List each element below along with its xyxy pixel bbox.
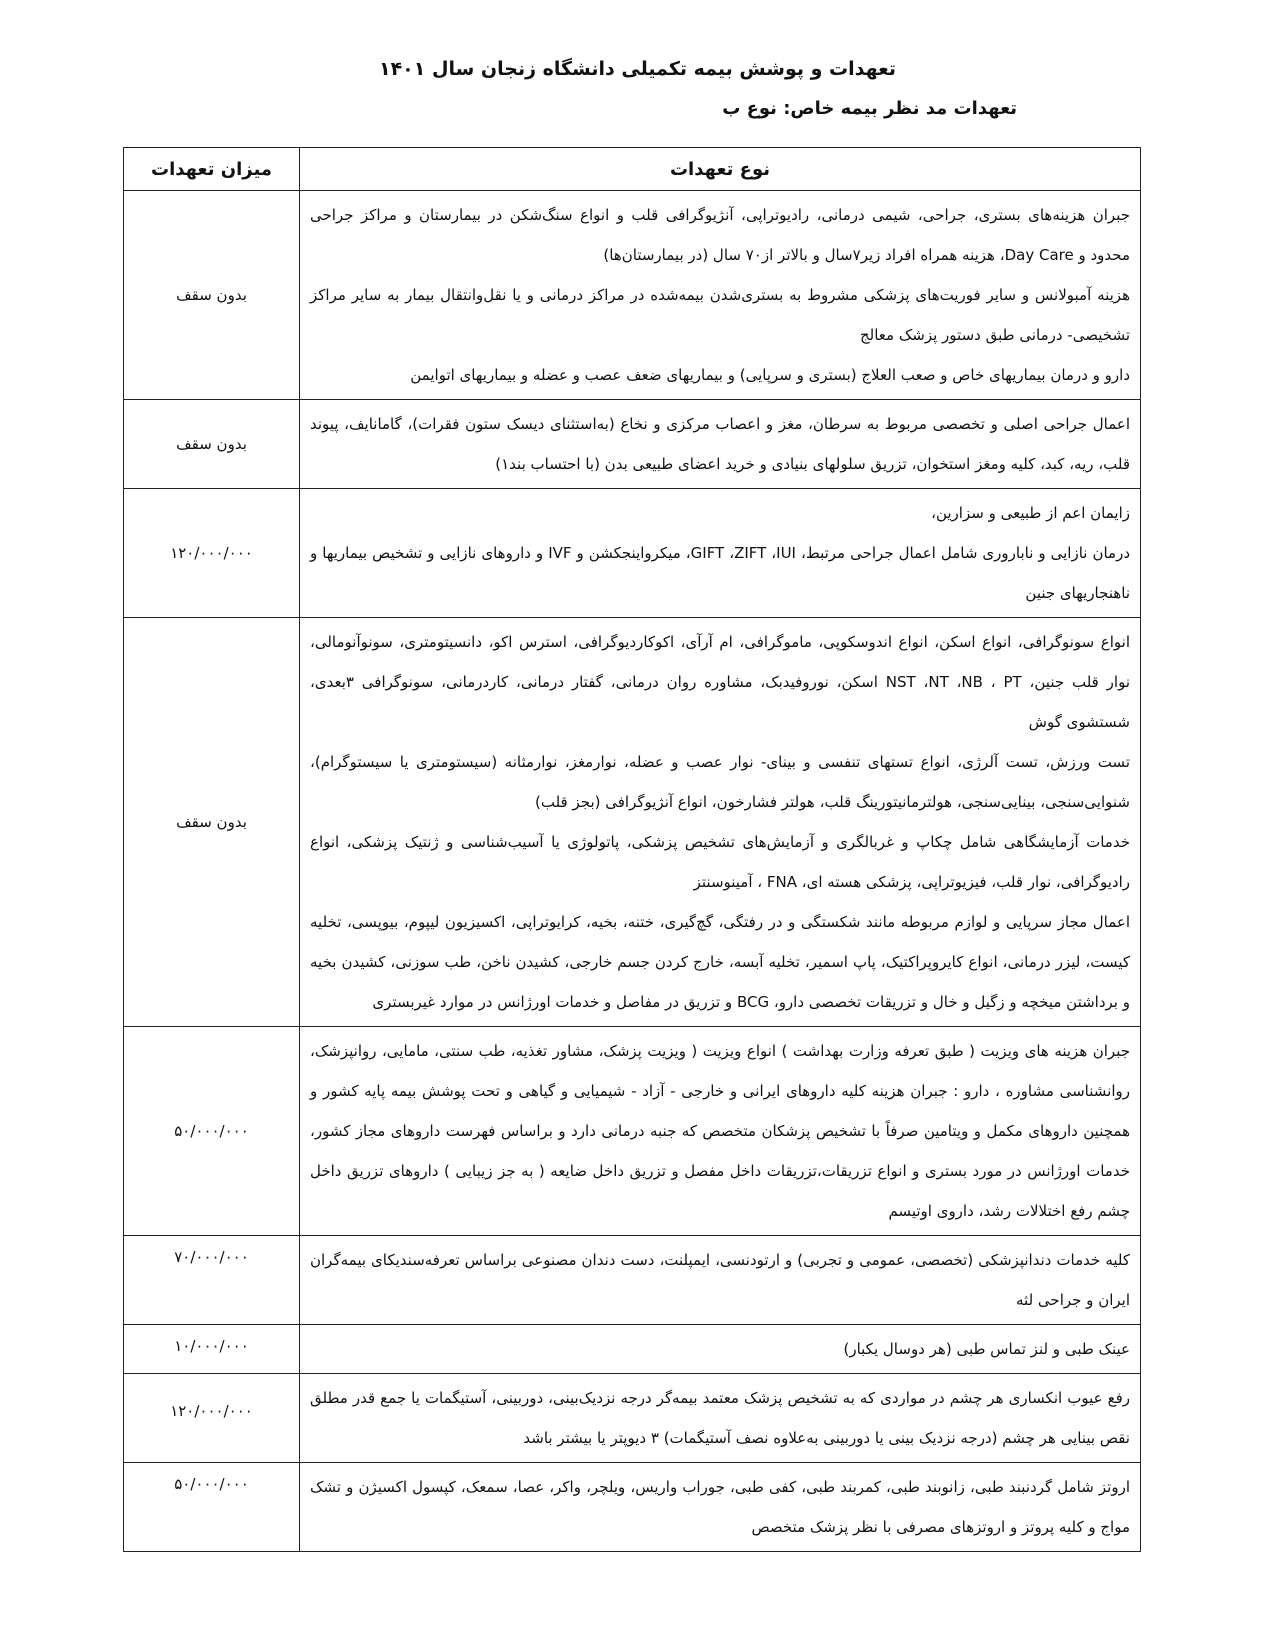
table-body [124, 191, 1141, 1552]
table-row [124, 191, 1141, 400]
coverage-paragraph: درمان نازایی و ناباروری شامل اعمال جراحی مرتبط، GIFT ،ZIFT ،IUI، میکرواینجکشن و IVF و داروهای نازایی و تشخیص بیماریها و ناهنجاریهای جنین [310, 544, 1131, 602]
coverage-paragraph: جبران هزینه های ویزیت ( طبق تعرفه وزارت بهداشت ) انواع ویزیت ( ویزیت پزشک، مشاور تغذیه، طب سنتی، مامایی، روانپزشک، روانشناسی مشاوره ، دارو : جبران هزینه کلیه داروهای ایرانی و خارجی - آزاد - شیمیایی و گیاهی و تحت پوشش بیمه پایه کشور و همچنین داروهای مکمل و ویتامین صرفاً با تشخیص پزشکان متخصص که جنبه درمانی دارد و براساس فهرست داروهای مجاز کشور، خدمات اورژانس در مورد بستری و انواع تزریقات،تزریقات داخل مفصل و تزریق داخل ضایعه ( به جز زیبایی ) داروهای تزریق داخل چشم رفع اختلالات رشد، داروی اوتیسم [310, 1042, 1130, 1220]
coverage-amount: ۵۰/۰۰۰/۰۰۰ [124, 1463, 300, 1552]
coverage-description [300, 191, 1141, 400]
coverage-paragraph: رفع عیوب انکساری هر چشم در مواردی که به تشخیص پزشک معتمد بیمه‌گر درجه نزدیک‌بینی، دوربینی، آستیگمات یا جمع قدر مطلق نقص بینایی هر چشم (درجه نزدیک بینی یا دوربینی به‌علاوه نصف آستیگمات) ۳ دیوپتر یا بیشتر باشد [310, 1389, 1130, 1447]
coverage-description [300, 489, 1141, 618]
coverage-paragraph: اروتز شامل گردنبند طبی، زانوبند طبی، کمربند طبی، کفی طبی، جوراب واریس، ویلچر، واکر، عصا، سمعک، کپسول اکسیژن و تشک مواج و کلیه پروتز و اروتزهای مصرفی با نظر پزشک متخصص [310, 1478, 1130, 1536]
coverage-paragraph: دارو و درمان بیماریهای خاص و صعب العلاج (بستری و سرپایی) و بیماریهای ضعف عصب و عضله و بیماریهای اتوایمن [410, 366, 1130, 384]
table-row [124, 1236, 1141, 1325]
coverage-amount: ۱۲۰/۰۰۰/۰۰۰ [124, 1374, 300, 1463]
coverage-description [300, 618, 1141, 1027]
table-row [124, 618, 1141, 1027]
coverage-paragraph: تست ورزش، تست آلرژی، انواع تستهای تنفسی و بینای- نوار عصب و عضله، نوارمغز، نوارمثانه (سیستومتری یا سیستوگرام)، شنوایی‌سنجی، بینایی‌سنجی، هولترمانیتورینگ قلب، هولتر فشارخون، انواع آنژیوگرافی (بجز قلب) [310, 753, 1130, 811]
coverage-paragraph: عینک طبی و لنز تماس طبی (هر دوسال یکبار) [843, 1340, 1130, 1358]
document-subtitle: تعهدات مد نظر بیمه خاص: نوع ب [722, 98, 1017, 119]
coverage-description [300, 1325, 1141, 1374]
coverage-paragraph: انواع سونوگرافی، انواع اسکن، انواع اندوسکوپی، ماموگرافی، ام آرآی، اکوکاردیوگرافی، استرس اکو، دانسیتومتری، سونوآنومالی، نوار قلب جنین، NST ،NT ،NB ، PT اسکن، نوروفیدبک، مشاوره روان درمانی، گفتار درمانی، کاردرمانی، سونوگرافی ۳بعدی، شستشوی گوش [310, 633, 1131, 731]
coverage-amount: ۱۰/۰۰۰/۰۰۰ [124, 1325, 300, 1374]
table-row [124, 489, 1141, 618]
coverage-description [300, 1374, 1141, 1463]
coverage-description [300, 1463, 1141, 1552]
coverage-description [300, 1236, 1141, 1325]
coverage-description [300, 400, 1141, 489]
coverage-amount: بدون سقف [124, 618, 300, 1027]
coverage-paragraph: جبران هزینه‌های بستری، جراحی، شیمی درمانی، رادیوتراپی، آنژیوگرافی قلب و انواع سنگ‌شکن در بیمارستان و مراکز جراحی محدود و Day Care، هزینه همراه افراد زیر۷سال و بالاتر از۷۰ سال (در بیمارستان‌ها) [310, 206, 1130, 264]
document-title: تعهدات و پوشش بیمه تکمیلی دانشگاه زنجان سال ۱۴۰۱ [378, 58, 897, 80]
coverage-paragraph: زایمان اعم از طبیعی و سزارین، [931, 504, 1130, 522]
coverage-table [123, 147, 1141, 1552]
table-row [124, 1374, 1141, 1463]
coverage-amount: ۷۰/۰۰۰/۰۰۰ [124, 1236, 300, 1325]
coverage-paragraph: اعمال جراحی اصلی و تخصصی مربوط به سرطان، مغز و اعصاب مرکزی و نخاع (به‌استثنای دیسک ستون فقرات)، گامانایف، پیوند قلب، ریه، کبد، کلیه ومغز استخوان، تزریق سلولهای بنیادی و خرید اعضای طبیعی بدن (با احتساب بند۱) [310, 415, 1130, 473]
coverage-amount: ۵۰/۰۰۰/۰۰۰ [124, 1027, 300, 1236]
coverage-amount: ۱۲۰/۰۰۰/۰۰۰ [124, 489, 300, 618]
coverage-amount: بدون سقف [124, 191, 300, 400]
table-row [124, 400, 1141, 489]
header-coverage-type: نوع تعهدات [300, 148, 1141, 191]
coverage-paragraph: خدمات آزمایشگاهی شامل چکاپ و غربالگری و آزمایش‌های تشخیص پزشکی، پاتولوژی یا آسیب‌شناسی و ژنتیک پزشکی، انواع رادیوگرافی، نوار قلب، فیزیوتراپی، پزشکی هسته ای، FNA ، آمینوسنتز [310, 833, 1130, 891]
table-header-row [124, 148, 1141, 191]
table-row [124, 1325, 1141, 1374]
header-coverage-amount: میزان تعهدات [124, 148, 300, 191]
coverage-description [300, 1027, 1141, 1236]
table-row [124, 1463, 1141, 1552]
table-row [124, 1027, 1141, 1236]
coverage-paragraph: هزینه آمبولانس و سایر فوریت‌های پزشکی مشروط به بستری‌شدن بیمه‌شده در مراکز درمانی و یا نقل‌وانتقال بیمار به سایر مراکز تشخیصی- درمانی طبق دستور پزشک معالج [310, 286, 1130, 344]
coverage-paragraph: اعمال مجاز سرپایی و لوازم مربوطه مانند شکستگی و در رفتگی، گچ‌گیری، ختنه، بخیه، کرایوتراپی، اکسیزیون لیپوم، بیوپسی، تخلیه کیست، لیزر درمانی، انواع کایروپراکتیک، پاپ اسمیر، تخلیه آبسه، خارج کردن جسم خارجی، کشیدن ناخن، طب سوزنی، کشیدن بخیه و برداشتن میخچه و زگیل و خال و تزریقات تخصصی دارو، BCG و تزریق در مفاصل و خدمات اورژانس در موارد غیربستری [310, 913, 1130, 1011]
coverage-paragraph: کلیه خدمات دندانپزشکی (تخصصی، عمومی و تجربی) و ارتودنسی، ایمپلنت، دست دندان مصنوعی براساس تعرفه‌سندیکای بیمه‌گران ایران و جراحی لثه [310, 1251, 1130, 1309]
coverage-amount: بدون سقف [124, 400, 300, 489]
